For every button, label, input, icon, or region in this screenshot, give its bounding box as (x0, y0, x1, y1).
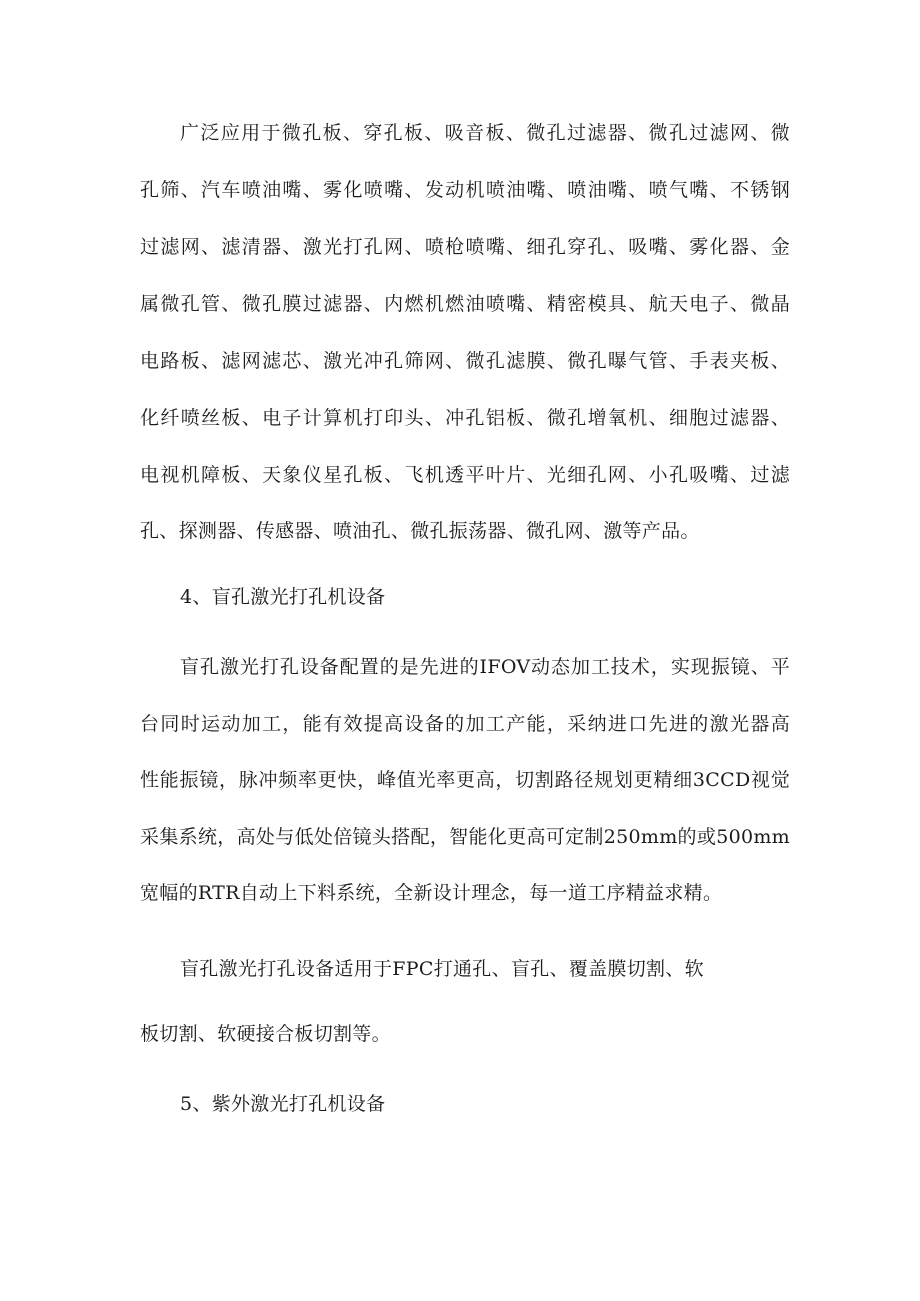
paragraph-3-line-2: 板切割、软硬接合板切割等。 (140, 1023, 391, 1045)
paragraph-1-line-6: 化纤喷丝板、电子计算机打印头、冲孔铝板、微孔增氧机、细胞过滤器、 (140, 407, 790, 429)
paragraph-2-line-5: 宽幅的RTR自动上下料系统，全新设计理念，每一道工序精益求精。 (140, 882, 723, 904)
paragraph-2-line-3: 性能振镜，脉冲频率更快，峰值光率更高，切割路径规划更精细3CCD视觉 (140, 769, 790, 791)
paragraph-1-line-5: 电路板、滤网滤芯、激光冲孔筛网、微孔滤膜、微孔曝气管、手表夹板、 (140, 350, 790, 372)
paragraph-1-line-2: 孔筛、汽车喷油嘴、雾化喷嘴、发动机喷油嘴、喷油嘴、喷气嘴、不锈钢 (140, 179, 790, 201)
paragraph-1-line-8: 孔、探测器、传感器、喷油孔、微孔振荡器、微孔网、激等产品。 (140, 520, 700, 542)
paragraph-1-line-1: 广泛应用于微孔板、穿孔板、吸音板、微孔过滤器、微孔过滤网、微 (180, 122, 790, 144)
paragraph-1-line-7: 电视机障板、天象仪星孔板、飞机透平叶片、光细孔网、小孔吸嘴、过滤 (140, 464, 790, 486)
paragraph-1-line-3: 过滤网、滤清器、激光打孔网、喷枪喷嘴、细孔穿孔、吸嘴、雾化器、金 (140, 236, 790, 258)
paragraph-2-line-2: 台同时运动加工，能有效提高设备的加工产能，采纳进口先进的激光器高 (140, 713, 790, 735)
section-heading-4: 4、盲孔激光打孔机设备 (180, 586, 386, 608)
paragraph-3-line-1: 盲孔激光打孔设备适用于FPC打通孔、盲孔、覆盖膜切割、软 (180, 958, 704, 980)
paragraph-2-line-4: 采集系统，高处与低处倍镜头搭配，智能化更高可定制250mm的或500mm (140, 826, 790, 848)
section-heading-5: 5、紫外激光打孔机设备 (180, 1093, 386, 1115)
paragraph-1-line-4: 属微孔管、微孔膜过滤器、内燃机燃油喷嘴、精密模具、航天电子、微晶 (140, 293, 790, 315)
paragraph-2-line-1: 盲孔激光打孔设备配置的是先进的IFOV动态加工技术，实现振镜、平 (180, 656, 790, 678)
